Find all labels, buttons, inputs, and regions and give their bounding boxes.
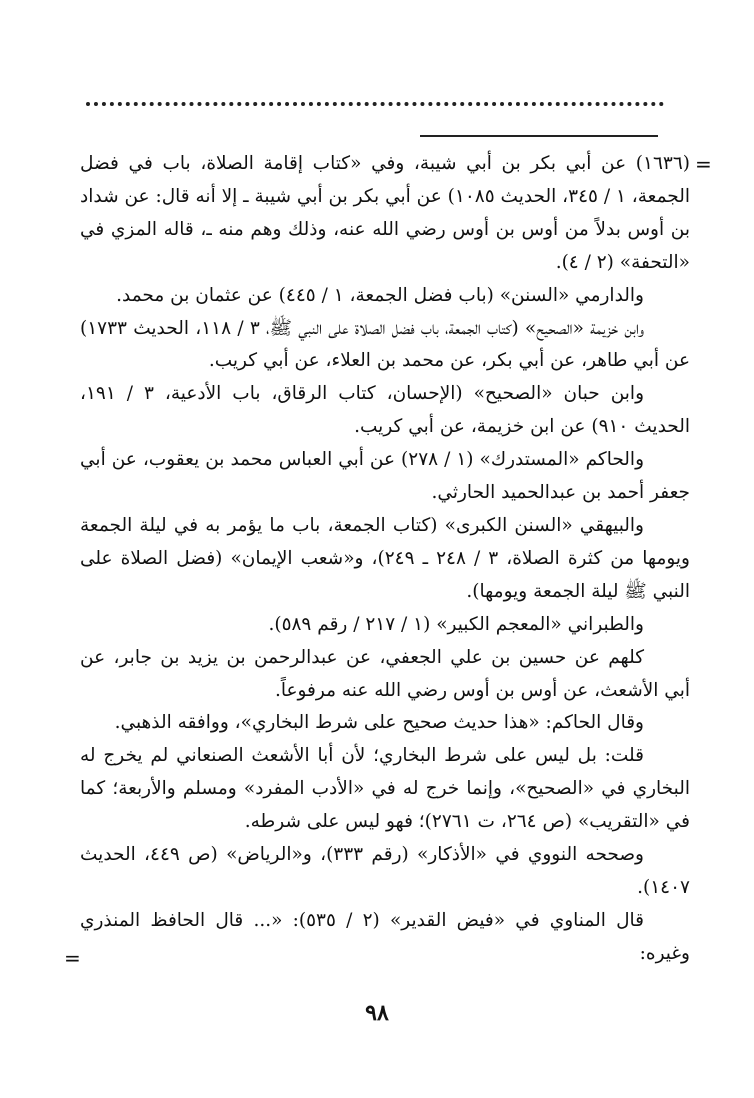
paragraph-8: كلهم عن حسين بن علي الجعفي، عن عبدالرحمن بن يزيد بن جابر، عن أبي الأشعث، عن أوس بن أوس رضي الله عنه مرفوعاً. [80,646,690,701]
footnote-body [80,148,690,971]
paragraph-7: والطبراني «المعجم الكبير» (١ / ٢١٧ / رقم ٥٨٩). [268,613,644,635]
paragraph-3: وابن خزيمة «الصحيح» (كتاب الجمعة، باب فضل الصلاة على النبي ﷺ، ٣ / ١١٨، الحديث ١٧٣٣) عن أبي طاهر، عن أبي بكر، عن محمد بن العلاء، عن أبي كريب. [80,317,690,372]
continuation-mark-start: = [695,152,712,176]
paragraph-12: قال المناوي في «فيض القدير» (٢ / ٥٣٥): «... قال الحافظ المنذري وغيره: [80,909,690,964]
page-number: ٩٨ [365,1000,389,1026]
paragraph-6: والبيهقي «السنن الكبرى» (كتاب الجمعة، باب ما يؤمر به في ليلة الجمعة ويومها من كثرة الصلاة، ٣ / ٢٤٨ ـ ٢٤٩)، و«شعب الإيمان» (فضل الصلاة على النبي ﷺ ليلة الجمعة ويومها). [80,514,690,602]
paragraph-5: والحاكم «المستدرك» (١ / ٢٧٨) عن أبي العباس محمد بن يعقوب، عن أبي جعفر أحمد بن عبدالحميد الحارثي. [80,449,690,504]
paragraph-2: والدارمي «السنن» (باب فضل الجمعة، ١ / ٤٤٥) عن عثمان بن محمد. [116,284,644,306]
paragraph-1: (١٦٣٦) عن أبي بكر بن أبي شيبة، وفي «كتاب إقامة الصلاة، باب في فضل الجمعة، ١ / ٣٤٥، الحديث ١٠٨٥) عن أبي بكر بن أبي شيبة ـ إلا أنه قال: عن شداد بن أوس بدلاً من أوس بن أوس رضي الله عنه، وذلك وهم منه ـ، قاله المزي في «التحفة» (٢ / ٤). [80,153,690,273]
continuation-mark-end: = [64,946,81,970]
top-dotted-separator [86,102,664,120]
paragraph-10: قلت: بل ليس على شرط البخاري؛ لأن أبا الأشعث الصنعاني لم يخرج له البخاري في «الصحيح»، وإنما خرج له في «الأدب المفرد» ومسلم والأربعة؛ كما في «التقريب» (ص ٢٦٤، ت ٢٧٦١)؛ فهو ليس على شرطه. [80,745,690,833]
footnote-rule [420,135,658,137]
paragraph-9: وقال الحاكم: «هذا حديث صحيح على شرط البخاري»، ووافقه الذهبي. [114,712,644,734]
paragraph-11: وصححه النووي في «الأذكار» (رقم ٣٣٣)، و«الرياض» (ص ٤٤٩، الحديث ١٤٠٧). [80,844,690,898]
paragraph-4: وابن حبان «الصحيح» (الإحسان، كتاب الرقاق، باب الأدعية، ٣ / ١٩١، الحديث ٩١٠) عن ابن خزيمة، عن أبي كريب. [80,383,690,438]
